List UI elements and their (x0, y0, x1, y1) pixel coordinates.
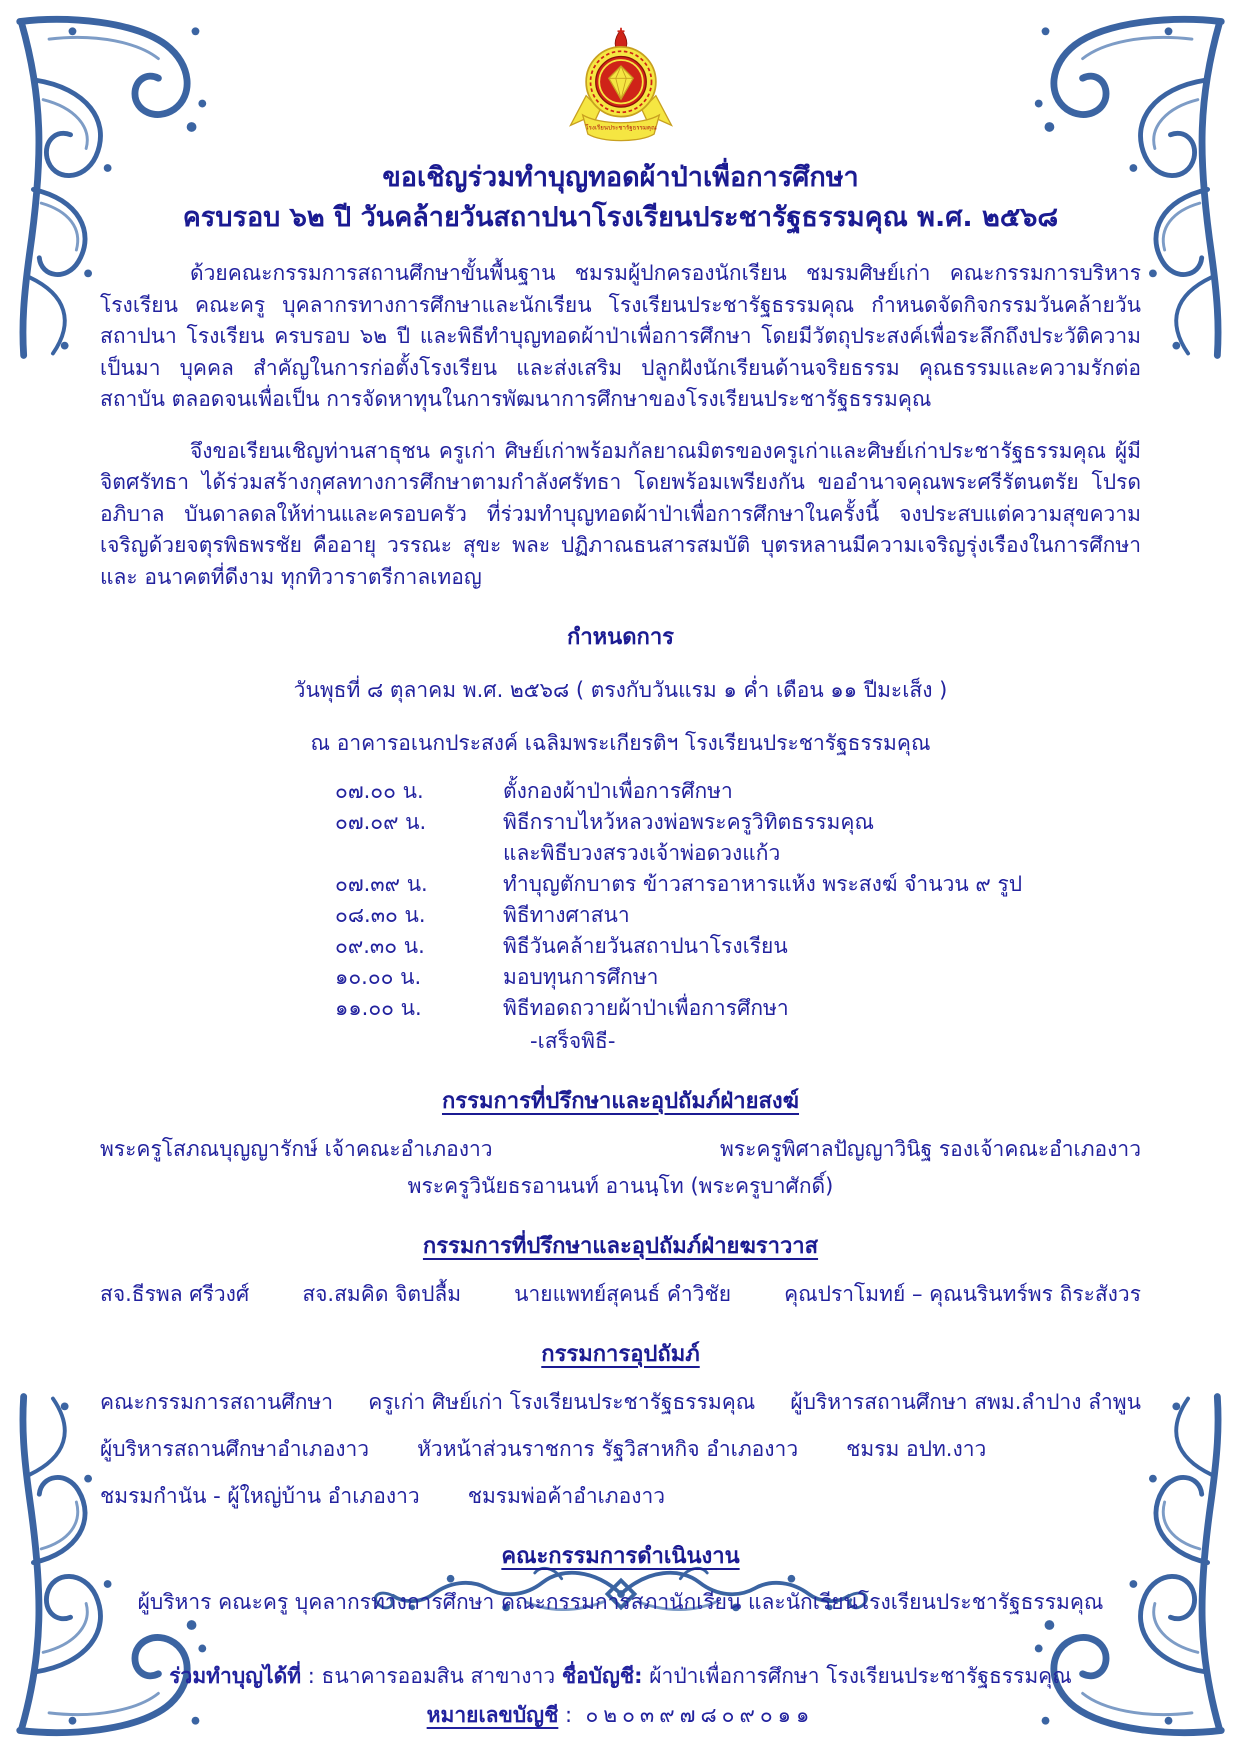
school-crest-logo (100, 26, 1141, 152)
donation-account-name: ผ้าป่าเพื่อการศึกษา โรงเรียนประชารัฐธรรมคุณ (642, 1664, 1072, 1688)
schedule-row (335, 962, 1141, 993)
school-crest-icon (560, 26, 682, 148)
account-number-label: หมายเลขบัญชี (426, 1703, 559, 1727)
schedule-list (335, 776, 1141, 1024)
committee-support-name: ชมรม อปท.งาว (846, 1437, 987, 1461)
donation-line (100, 1660, 1141, 1693)
schedule-row (335, 931, 1141, 962)
committee-support-name: ชมรมกำนัน - ผู้ใหญ่บ้าน อำเภองาว (100, 1484, 420, 1508)
committee-support-row-1 (100, 1387, 1141, 1418)
committee-support-name: คณะกรรมการสถานศึกษา (100, 1390, 334, 1414)
committee-lay-name: นายแพทย์สุคนธ์ คำวิชัย (514, 1282, 732, 1306)
committee-support-name: ครูเก่า ศิษย์เก่า โรงเรียนประชารัฐธรรมคุณ (368, 1390, 756, 1414)
committee-monk-row (100, 1134, 1141, 1165)
committee-monk-left: พระครูโสภณบุญญารักษ์ เจ้าคณะอำเภองาว (100, 1137, 493, 1161)
schedule-activity: มอบทุนการศึกษา (503, 965, 659, 989)
schedule-heading: กำหนดการ (567, 625, 674, 650)
schedule-activity: พิธีวันคล้ายวันสถาปนาโรงเรียน (503, 934, 788, 958)
schedule-row (335, 869, 1141, 900)
donation-where-label: ร่วมทำบุญได้ที่ (169, 1664, 302, 1688)
committee-support-name: ผู้บริหารสถานศึกษา สพม.ลำปาง ลำพูน (790, 1390, 1141, 1414)
schedule-row (335, 900, 1141, 931)
paragraph-2: จึงขอเรียนเชิญท่านสาธุชน ครูเก่า ศิษย์เก่าพร้อมกัลยาณมิตรของครูเก่าและศิษย์เก่าประชารัฐธรรมคุณ ผู้มีจิตศรัทธา ได้ร่วมสร้างกุศลทางการศึกษาตามกำลังศรัทธา โดยพร้อมเพรียงกัน ขออำนาจคุณพระศรีรัตนตรัย โปรดอภิบาล บันดาลดลให้ท่านและครอบครัว ที่ร่วมทำบุญทอดผ้าป่าเพื่อการศึกษาในครั้งนี้ จงประสบแต่ความสุขความ เจริญด้วยจตุรพิธพรชัย คืออายุ วรรณะ สุขะ พละ ปฏิภาณธนสารสมบัติ บุตรหลานมีความเจริญรุ่งเรืองในการศึกษาและ อนาคตที่ดีงาม ทุกทิวาราตรีกาลเทอญ (100, 438, 1141, 589)
committee-monk-heading: กรรมการที่ปรึกษาและอุปถัมภ์ฝ่ายสงฆ์ (441, 1089, 800, 1114)
committee-monk-center: พระครูวินัยธรอานนท์ อานนฺโท (พระครูบาศักดิ์) (407, 1174, 834, 1198)
paragraph-1: ด้วยคณะกรรมการสถานศึกษาขั้นพื้นฐาน ชมรมผู้ปกครองนักเรียน ชมรมศิษย์เก่า คณะกรรมการบริหาร โรงเรียน คณะครู บุคลากรทางการศึกษาและนักเรียน โรงเรียนประชารัฐธรรมคุณ กำหนดจัดกิจกรรมวันคล้ายวันสถาปนา โรงเรียน ครบรอบ ๖๒ ปี และพิธีทำบุญทอดผ้าป่าเพื่อการศึกษา โดยมีวัตถุประสงค์เพื่อระลึกถึงประวัติความเป็นมา บุคคล สำคัญในการก่อตั้งโรงเรียน และส่งเสริม ปลูกฝังนักเรียนด้านจริยธรรม คุณธรรมและความรักต่อสถาบัน ตลอดจนเพื่อเป็น การจัดหาทุนในการพัฒนาการศึกษาของโรงเรียนประชารัฐธรรมคุณ (100, 261, 1141, 411)
schedule-closing: -เสร็จพิธี- (530, 1029, 616, 1053)
committee-operating-line: ผู้บริหาร คณะครู บุคลากรทางการศึกษา คณะกรรมการสภานักเรียน และนักเรียนโรงเรียนประชารัฐธรรมคุณ (137, 1590, 1104, 1614)
schedule-time: ๐๘.๓๐ น. (335, 903, 426, 927)
committee-operating-heading: คณะกรรมการดำเนินงาน (501, 1544, 740, 1569)
committee-lay-heading: กรรมการที่ปรึกษาและอุปถัมภ์ฝ่ายฆราวาส (422, 1234, 819, 1259)
schedule-row (335, 993, 1141, 1024)
schedule-activity: พิธีทอดถวายผ้าป่าเพื่อการศึกษา (503, 996, 789, 1020)
committee-support-name: ผู้บริหารสถานศึกษาอำเภองาว (100, 1437, 370, 1461)
schedule-row (335, 807, 1141, 838)
account-number-line (100, 1699, 1141, 1732)
schedule-time (335, 838, 453, 869)
committee-lay-row (100, 1279, 1141, 1310)
donation-where-sep: : (301, 1664, 322, 1688)
committee-lay-name: คุณปราโมทย์ – คุณนรินทร์พร ถิระสังวร (784, 1282, 1141, 1306)
schedule-time: ๐๗.๐๙ น. (335, 810, 427, 834)
schedule-time: ๐๙.๓๐ น. (335, 934, 425, 958)
schedule-date-line: วันพุธที่ ๘ ตุลาคม พ.ศ. ๒๕๖๘ ( ตรงกับวันแรม ๑ ค่ำ เดือน ๑๑ ปีมะเส็ง ) (293, 678, 948, 702)
title-line-1: ขอเชิญร่วมทำบุญทอดผ้าป่าเพื่อการศึกษา (382, 162, 859, 193)
schedule-activity: ตั้งกองผ้าป่าเพื่อการศึกษา (503, 779, 733, 803)
account-number-value: ๐๒๐๓๙๗๘๐๙๐๑๑ (585, 1703, 815, 1727)
schedule-time: ๐๗.๐๐ น. (335, 779, 424, 803)
title-line-2: ครบรอบ ๖๒ ปี วันคล้ายวันสถาปนาโรงเรียนประชารัฐธรรมคุณ พ.ศ. ๒๕๖๘ (182, 202, 1059, 233)
schedule-time: ๑๑.๐๐ น. (335, 996, 422, 1020)
account-number-sep: : (558, 1703, 579, 1727)
schedule-time: ๐๗.๓๙ น. (335, 872, 428, 896)
committee-support-row-2 (100, 1434, 1141, 1465)
schedule-row (335, 838, 1141, 869)
schedule-activity: พิธีทางศาสนา (503, 903, 630, 927)
committee-monk-right: พระครูพิศาลปัญญาวินิฐ รองเจ้าคณะอำเภองาว (720, 1137, 1141, 1161)
schedule-row (335, 776, 1141, 807)
committee-support-name: หัวหน้าส่วนราชการ รัฐวิสาหกิจ อำเภองาว (417, 1437, 799, 1461)
committee-lay-name: สจ.ธีรพล ศรีวงศ์ (100, 1282, 250, 1306)
crest-banner-text: โรงเรียนประชารัฐธรรมคุณ (584, 124, 657, 132)
committee-lay-name: สจ.สมคิด จิตปลื้ม (302, 1282, 462, 1306)
schedule-time: ๑๐.๐๐ น. (335, 965, 422, 989)
schedule-activity: พิธีกราบไหว้หลวงพ่อพระครูวิทิตธรรมคุณ (503, 810, 874, 834)
schedule-activity: และพิธีบวงสรวงเจ้าพ่อดวงแก้ว (503, 841, 781, 865)
donation-bank: ธนาคารออมสิน สาขางาว (321, 1664, 562, 1688)
schedule-venue-line: ณ อาคารอเนกประสงค์ เฉลิมพระเกียรติฯ โรงเรียนประชารัฐธรรมคุณ (310, 731, 931, 755)
committee-support-row-3 (100, 1481, 1141, 1512)
committee-support-name: ชมรมพ่อค้าอำเภองาว (467, 1484, 666, 1508)
committee-support-heading: กรรมการอุปถัมภ์ (541, 1342, 700, 1367)
schedule-activity: ทำบุญตักบาตร ข้าวสารอาหารแห้ง พระสงฆ์ จำนวน ๙ รูป (503, 872, 1023, 896)
donation-account-name-label: ชื่อบัญชี: (561, 1664, 643, 1688)
